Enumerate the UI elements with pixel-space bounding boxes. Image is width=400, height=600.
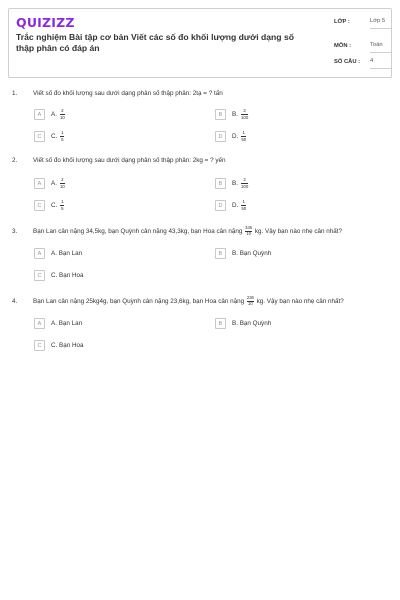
option-label: D. $\frac{1}{50}$ <box>232 130 247 142</box>
class-label: LỚP : <box>334 19 350 25</box>
option-letter-box: C <box>34 340 45 351</box>
option-label: C. Bạn Hoa <box>51 342 84 349</box>
option-letter-box: D <box>215 131 226 142</box>
option-label: D. $\frac{1}{50}$ <box>232 199 247 211</box>
option-letter-box: D <box>215 200 226 211</box>
question-3-number: 3. <box>12 228 18 235</box>
fraction: $\frac{2}{100}$ <box>240 108 249 120</box>
question-1-text: Viết số đo khối lượng sau dưới dạng phân số thập phân: 2tạ = ? tấn <box>33 90 223 97</box>
fraction: $\frac{2}{10}$ <box>59 177 65 189</box>
fraction: $\frac{1}{50}$ <box>241 199 247 211</box>
question-1-option-c[interactable] <box>34 131 64 142</box>
fraction: $\frac{1}{5}$ <box>61 130 64 142</box>
option-label: C. $\frac{1}{5}$ <box>51 130 64 142</box>
option-letter-box: C <box>34 270 45 281</box>
option-label: B. Bạn Quỳnh <box>232 320 272 327</box>
question-1-number: 1. <box>12 90 18 97</box>
question-1-option-a[interactable] <box>34 109 65 120</box>
subject-label: MÔN : <box>334 43 352 49</box>
option-letter-box: A <box>34 109 45 120</box>
fraction: $\frac{345}{10}$ <box>245 225 253 236</box>
question-3-option-a[interactable] <box>34 248 82 259</box>
question-2-option-a[interactable] <box>34 178 65 189</box>
question-3-text: Bạn Lan cân nặng 34,5kg, bạn Quỳnh cân nặng 43,3kg, bạn Hoa cân nặng $\frac{345}{10}$ kg. Vậy bạn nào nhẹ cân nhất? <box>33 225 343 236</box>
question-3-option-c[interactable] <box>34 270 84 281</box>
question-4-option-c[interactable] <box>34 340 84 351</box>
question-3-option-b[interactable] <box>215 248 271 259</box>
option-label: A. $\frac{2}{10}$ <box>51 177 65 189</box>
option-label: A. Bạn Lan <box>51 250 83 257</box>
quizizz-logo: QUIZIZZ <box>16 15 75 30</box>
question-count-label: SỐ CÂU : <box>334 59 361 65</box>
option-label: C. Bạn Hoa <box>51 272 84 279</box>
fraction: $\frac{236}{10}$ <box>246 295 254 306</box>
subject-value: Toán <box>370 41 392 53</box>
question-2-option-d[interactable] <box>215 200 246 211</box>
option-letter-box: B <box>215 248 226 259</box>
question-2-option-c[interactable] <box>34 200 64 211</box>
option-label: B. Bạn Quỳnh <box>232 250 272 257</box>
question-4-text: Bạn Lan cân nặng 25kg4g, bạn Quỳnh cân nặng 23,6kg, bạn Hoa cân nặng $\frac{236}{10}$ kg. Vậy bạn nào nhẹ cân nhất? <box>33 295 344 306</box>
option-letter-box: A <box>34 248 45 259</box>
fraction: $\frac{2}{100}$ <box>240 177 249 189</box>
question-1-option-b[interactable] <box>215 109 248 120</box>
option-letter-box: A <box>34 318 45 329</box>
question-4-option-b[interactable] <box>215 318 271 329</box>
option-label: B. $\frac{2}{100}$ <box>232 177 249 189</box>
option-letter-box: A <box>34 178 45 189</box>
option-label: A. $\frac{2}{10}$ <box>51 108 65 120</box>
option-letter-box: C <box>34 131 45 142</box>
option-label: B. $\frac{2}{100}$ <box>232 108 249 120</box>
question-count-value: 4 <box>370 57 392 69</box>
option-letter-box: C <box>34 200 45 211</box>
question-2-number: 2. <box>12 157 18 164</box>
option-letter-box: B <box>215 109 226 120</box>
fraction: $\frac{2}{10}$ <box>59 108 65 120</box>
question-1-option-d[interactable] <box>215 131 246 142</box>
question-4-number: 4. <box>12 298 18 305</box>
fraction: $\frac{1}{50}$ <box>241 130 247 142</box>
option-label: A. Bạn Lan <box>51 320 83 327</box>
question-2-option-b[interactable] <box>215 178 248 189</box>
option-label: C. $\frac{1}{5}$ <box>51 199 64 211</box>
worksheet-title: Trắc nghiệm Bài tập cơ bản Viết các số đo khối lượng dưới dạng số thập phân có đáp án <box>16 32 294 53</box>
question-2-text: Viết số đo khối lượng sau dưới dạng phân số thập phân: 2kg = ? yến <box>33 157 226 164</box>
fraction: $\frac{1}{5}$ <box>61 199 64 211</box>
option-letter-box: B <box>215 318 226 329</box>
class-value: Lớp 5 <box>370 17 392 29</box>
option-letter-box: B <box>215 178 226 189</box>
worksheet-header <box>8 8 392 78</box>
question-4-option-a[interactable] <box>34 318 82 329</box>
